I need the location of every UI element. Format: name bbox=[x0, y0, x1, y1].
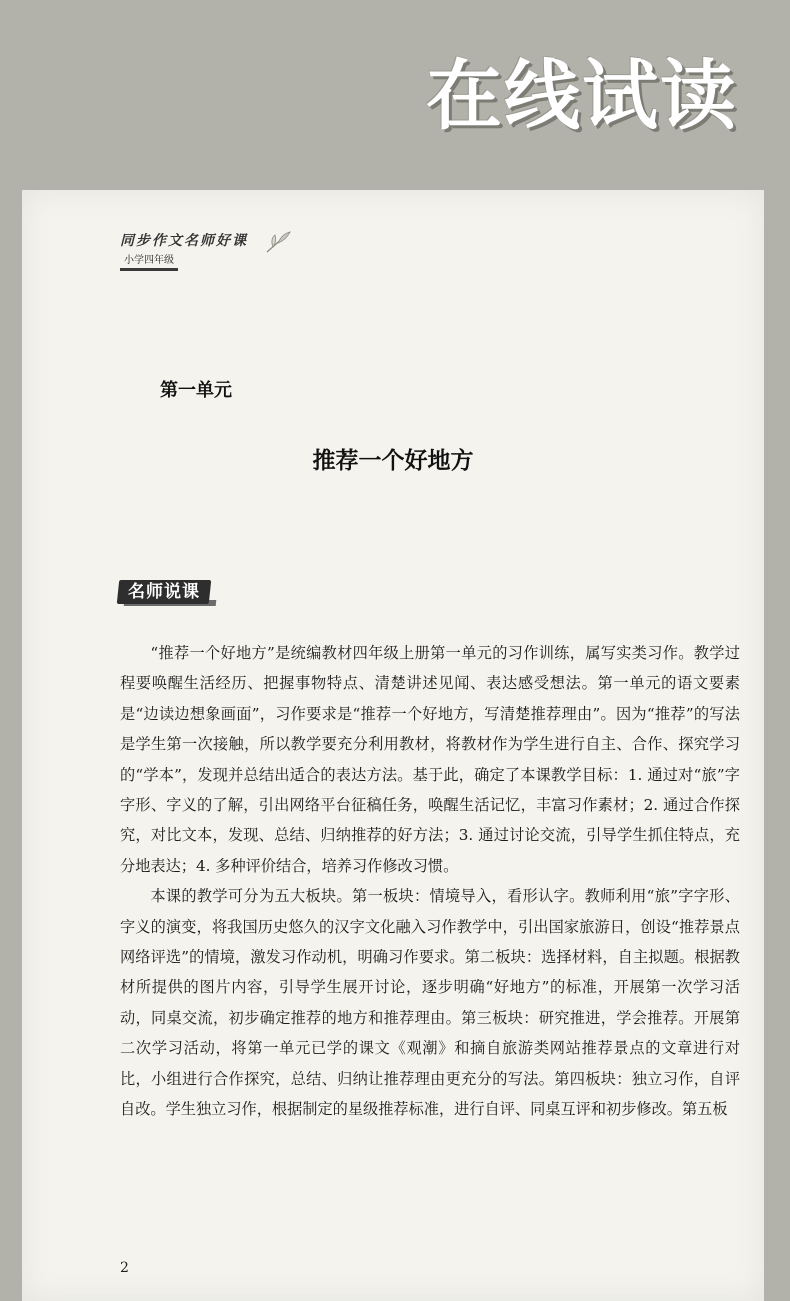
badge-label: 名师说课 bbox=[128, 582, 200, 602]
unit-label: 第一单元 bbox=[160, 380, 232, 401]
lesson-title: 推荐一个好地方 bbox=[312, 448, 474, 474]
paragraph-1: “推荐一个好地方”是统编教材四年级上册第一单元的习作训练，属写实类习作。教学过程要唤醒生活经历、把握事物特点、清楚讲述见闻、表达感受想法。第一单元的语文要素是“边读边想象画面”，习作要求是“推荐一个好地方，写清楚推荐理由”。因为“推荐”的写法是学生第一次接触，所以教学要充分利用教材，将教材作为学生进行自主、合作、探究学习的“学本”，发现并总结出适合的表达方法。基于此，确定了本课教学目标：1. 通过对“旅”字字形、字义的了解，引出网络平台征稿任务，唤醒生活记忆，丰富习作素材；2. 通过合作探究，对比文本，发现、总结、归纳推荐的好方法；3. 通过讨论交流，引导学生抓住特点，充分地表达；4. 多种评价结合，培养习作修改习惯。 bbox=[120, 644, 740, 875]
series-header bbox=[120, 234, 248, 271]
paragraph-2: 本课的教学可分为五大板块。第一板块：情境导入，看形认字。教师利用“旅”字字形、字义的演变，将我国历史悠久的汉字文化融入习作教学中，引出国家旅游日，创设“推荐景点网络评选”的情境，激发习作动机，明确习作要求。第二板块：选择材料，自主拟题。根据教材所提供的图片内容，引导学生展开讨论，逐步明确“好地方”的标准，开展第一次学习活动，同桌交流，初步确定推荐的地方和推荐理由。第三板块：研究推进，学会推荐。开展第二次学习活动，将第一单元已学的课文《观潮》和摘自旅游类网站推荐景点的文章进行对比，小组进行合作探究，总结、归纳让推荐理由更充分的写法。第四板块：独立习作，自评自改。学生独立习作，根据制定的星级推荐标准，进行自评、同桌互评和初步修改。第五板 bbox=[120, 887, 740, 1119]
banner-title: 在线试读 bbox=[426, 51, 738, 140]
section-badge bbox=[118, 580, 210, 608]
book-page bbox=[22, 190, 764, 1301]
body-text bbox=[120, 638, 740, 1125]
series-grade: 小学四年级 bbox=[120, 254, 178, 271]
series-title: 同步作文名师好课 bbox=[120, 233, 248, 249]
leaf-icon bbox=[264, 226, 294, 256]
page-number: 2 bbox=[120, 1260, 129, 1276]
